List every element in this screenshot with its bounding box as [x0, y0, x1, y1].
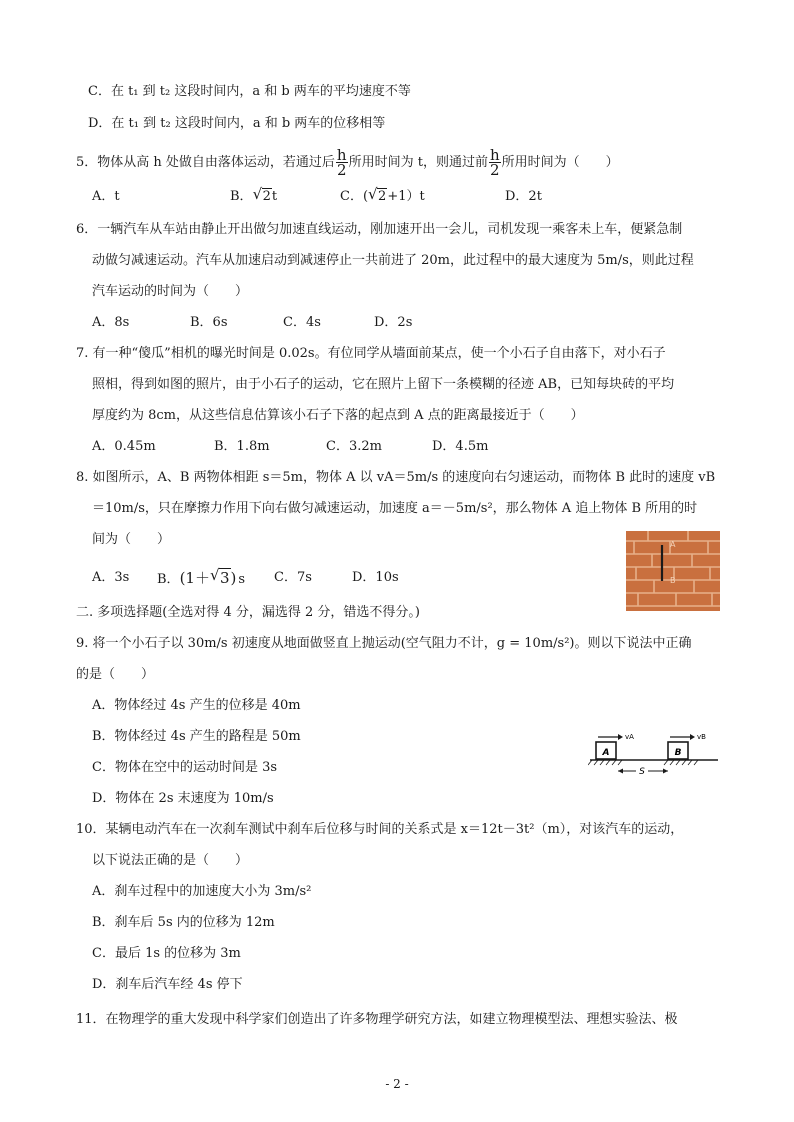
- brick-wall-figure: [626, 531, 720, 611]
- q5-fraction-2: $\frac{h}{2}$: [489, 146, 500, 179]
- q9-stem-line1: 9. 将一个小石子以 30m/s 初速度从地面做竖直上抛运动(空气阻力不计，g = 10m/s²)。则以下说法中正确: [76, 636, 692, 651]
- q8-option-d: D．10s: [352, 570, 399, 585]
- q8-option-a: A．3s: [92, 570, 130, 585]
- q7-stem-line3: 厚度约为 8cm，从这些信息估算该小石子下落的起点到 A 点的距离最接近于（ ）: [92, 408, 584, 423]
- block-b-label: B: [674, 748, 682, 758]
- block-a-label: A: [602, 748, 610, 758]
- q10-option-a: A．刹车过程中的加速度大小为 3m/s²: [92, 884, 312, 899]
- q6-stem-line2: 动做匀减速运动。汽车从加速启动到减速停止一共前进了 20m，此过程中的最大速度为 5m/s，则此过程: [92, 253, 694, 268]
- label-a: A: [670, 540, 676, 549]
- q5-stem-part1: 5．物体从高 h 处做自由落体运动，若通过后: [76, 155, 335, 170]
- q8-stem-line1: 8. 如图所示，A、B 两物体相距 s＝5m，物体 A 以 vA＝5m/s 的速度向右匀速运动，而物体 B 此时的速度 vB: [76, 470, 716, 485]
- q9-option-d: D．物体在 2s 末速度为 10m/s: [92, 791, 274, 806]
- q9-option-c: C．物体在空中的运动时间是 3s: [92, 760, 278, 775]
- q4-option-d: D．在 t₁ 到 t₂ 这段时间内，a 和 b 两车的位移相等: [88, 116, 386, 131]
- q10-stem-line1: 10．某辆电动汽车在一次刹车测试中刹车后位移与时间的关系式是 x＝12t－3t²（m），对该汽车的运动，: [76, 822, 684, 837]
- q7-stem-line1: 7. 有一种“傻瓜”相机的曝光时间是 0.02s。有位同学从墙面前某点，使一个小石子自由落下，对小石子: [76, 346, 666, 361]
- q4-option-c: C．在 t₁ 到 t₂ 这段时间内，a 和 b 两车的平均速度不等: [88, 84, 411, 99]
- q10-option-c: C．最后 1s 的位移为 3m: [92, 946, 241, 961]
- q5-stem-part2: 所用时间为 t，则通过前: [348, 155, 488, 170]
- q5-option-b: B． √ 2t: [230, 185, 278, 204]
- q10-option-b: B．刹车后 5s 内的位移为 12m: [92, 915, 275, 930]
- q6-option-a: A．8s: [92, 315, 130, 330]
- q10-option-d: D．刹车后汽车经 4s 停下: [92, 977, 243, 992]
- q5-option-d: D．2t: [505, 189, 542, 204]
- q7-option-b: B．1.8m: [214, 439, 270, 454]
- q11-stem-line1: 11．在物理学的重大发现中科学家们创造出了许多物理学研究方法，如建立物理模型法、理想实验法、极: [76, 1012, 678, 1027]
- q5-fraction-1: $\frac{h}{2}$: [336, 146, 347, 179]
- q7-stem-line2: 照相，得到如图的照片，由于小石子的运动，它在照片上留下一条模糊的径迹 AB，已知每块砖的平均: [92, 377, 675, 392]
- section-multiple-choice-heading: 二. 多项选择题(全选对得 4 分，漏选得 2 分，错选不得分。): [76, 605, 420, 620]
- q8-option-c: C．7s: [274, 570, 312, 585]
- q9-stem-line2: 的是（ ）: [76, 667, 155, 682]
- q5-stem-part3: 所用时间为（ ）: [501, 155, 619, 170]
- q9-option-b: B．物体经过 4s 产生的路程是 50m: [92, 729, 301, 744]
- q9-option-a: A．物体经过 4s 产生的位移是 40m: [92, 698, 301, 713]
- q6-stem-line3: 汽车运动的时间为（ ）: [92, 284, 249, 299]
- q8-stem-line2: ＝10m/s，只在摩擦力作用下向右做匀减速运动，加速度 a＝－5m/s²，那么物体 A 追上物体 B 所用的时: [92, 501, 698, 516]
- sqrt-symbol: √ 3: [209, 566, 230, 587]
- q5-option-a: A．t: [92, 189, 120, 204]
- q7-option-c: C．3.2m: [326, 439, 382, 454]
- page-number: - 2 -: [385, 1077, 409, 1091]
- q7-option-d: D．4.5m: [432, 439, 489, 454]
- q5-stem: [76, 148, 619, 177]
- sqrt-symbol: √ 2: [368, 185, 387, 204]
- q6-option-d: D．2s: [374, 315, 413, 330]
- velocity-b-label: vB: [697, 733, 706, 741]
- q5-option-c: C．( √ 2+1）t: [340, 185, 425, 204]
- q8-stem-line3: 间为（ ）: [92, 532, 171, 547]
- distance-label: S: [639, 767, 645, 777]
- velocity-a-label: vA: [625, 733, 634, 741]
- sqrt-symbol: √ 2: [252, 185, 271, 204]
- q8-option-b: B．(1＋ √ 3) s: [157, 566, 246, 587]
- q6-option-c: C．4s: [283, 315, 321, 330]
- ab-motion-figure: [588, 731, 720, 777]
- q6-stem-line1: 6．一辆汽车从车站由静止开出做匀加速直线运动，刚加速开出一会儿，司机发现一乘客未上车，便紧急制: [76, 222, 683, 237]
- label-b: B: [670, 576, 676, 585]
- q6-option-b: B．6s: [190, 315, 228, 330]
- q10-stem-line2: 以下说法正确的是（ ）: [92, 853, 249, 868]
- q7-option-a: A．0.45m: [92, 439, 156, 454]
